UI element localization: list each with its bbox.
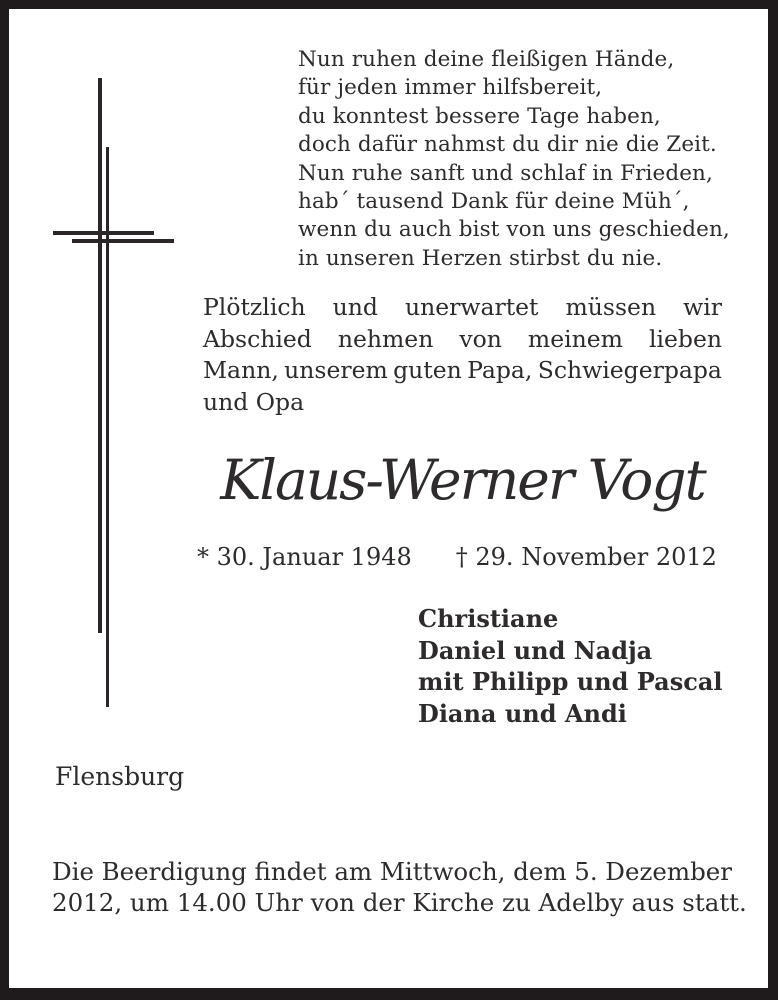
cross-horizontal-line-2 xyxy=(72,239,174,243)
poem-line: doch dafür nahmst du dir nie die Zeit. xyxy=(298,132,717,158)
poem-line: hab´ tausend Dank für deine Müh´, xyxy=(298,189,690,215)
mourners-list xyxy=(418,603,723,730)
mourner-line: Diana und Andi xyxy=(418,699,627,729)
announcement-line: Plötzlich und unerwartet müssen wir xyxy=(203,293,722,321)
deceased-name: Klaus-Werner Vogt xyxy=(220,448,705,512)
birth-date: * 30. Januar 1948 xyxy=(197,543,412,571)
death-date: † 29. November 2012 xyxy=(455,543,717,571)
funeral-info xyxy=(52,856,747,918)
mourner-line: Christiane xyxy=(418,604,559,633)
memorial-poem xyxy=(298,46,730,273)
announcement-line: und Opa xyxy=(203,387,305,416)
cross-vertical-line-1 xyxy=(98,78,102,633)
cross-horizontal-line-1 xyxy=(53,231,154,235)
life-dates xyxy=(197,542,717,572)
mourner-line: Daniel und Nadja xyxy=(418,635,653,665)
poem-line: Nun ruhe sanft und schlaf in Frieden, xyxy=(298,160,713,186)
poem-line: in unseren Herzen stirbst du nie. xyxy=(298,245,663,271)
poem-line: du konntest bessere Tage haben, xyxy=(298,103,661,129)
poem-line: Nun ruhen deine fleißigen Hände, xyxy=(298,47,675,72)
announcement-line: Abschied nehmen von meinem lieben xyxy=(203,324,722,353)
mourner-line: mit Philipp und Pascal xyxy=(418,667,723,697)
poem-line: für jeden immer hilfsbereit, xyxy=(298,75,603,101)
poem-line: wenn du auch bist von uns geschieden, xyxy=(298,217,730,243)
funeral-line: Die Beerdigung findet am Mittwoch, dem 5. Dezember xyxy=(52,857,732,886)
announcement-line: Mann, unserem guten Papa, Schwiegerpapa xyxy=(203,356,722,384)
place-label: Flensburg xyxy=(55,762,185,791)
death-announcement xyxy=(203,292,722,418)
funeral-line: 2012, um 14.00 Uhr von der Kirche zu Adelby aus statt. xyxy=(52,888,747,917)
